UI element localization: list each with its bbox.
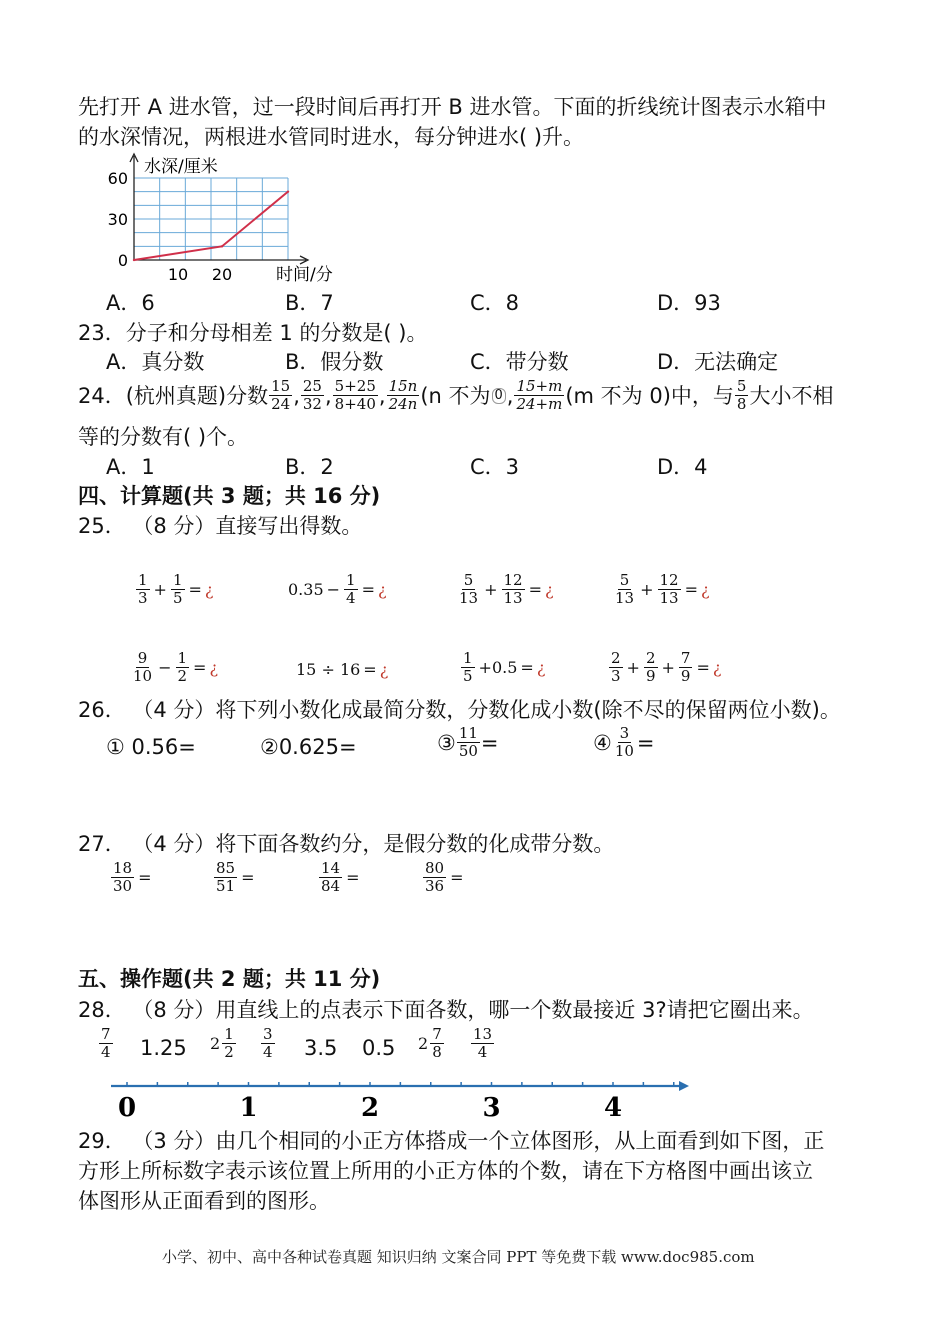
- q22-option-a: A．6: [106, 291, 155, 315]
- q27-item-2: $\frac{85}{51}$ =: [216, 859, 255, 895]
- number-line-label: 2: [360, 1093, 380, 1123]
- q25-expr-g: $\frac{1}{5}$ +0.5 = ¿: [463, 649, 546, 685]
- q22-stem-line1: 先打开 A 进水管，过一段时间后再打开 B 进水管。下面的折线统计图表示水箱中: [78, 95, 827, 119]
- q22-option-c: C．8: [470, 291, 520, 315]
- number-line-label: 0: [117, 1093, 137, 1123]
- q24-tail: 大小不相: [749, 383, 834, 408]
- q26-item-1: ① 0.56=: [106, 735, 196, 759]
- water-depth-chart: [100, 150, 360, 290]
- q24-mid1: (n 不为: [420, 383, 491, 408]
- chart-ylabel: 水深/厘米: [144, 157, 218, 177]
- number-line-arrow: [679, 1081, 689, 1091]
- q25-expr-a: $\frac{1}{3}$ + $\frac{1}{5}$ = ¿: [138, 571, 214, 607]
- y-tick-label: 30: [107, 210, 128, 229]
- q26-item-4: ④ $\frac{3}{10}$ =: [593, 724, 655, 760]
- q25-expr-e: $\frac{9}{10}$ − $\frac{1}{2}$ = ¿: [133, 649, 219, 685]
- number-line-label: 1: [239, 1093, 258, 1123]
- q23-option-a: A．真分数: [106, 350, 205, 374]
- q24-fraction-1: $\frac{15}{24}$: [271, 377, 291, 413]
- q28-number-5: 3.5: [304, 1036, 338, 1060]
- series-point: [221, 245, 223, 247]
- q28-number-2: 1.25: [140, 1036, 187, 1060]
- q28-number-6: 0.5: [362, 1036, 396, 1060]
- series-point: [287, 190, 289, 192]
- comma: ,: [293, 383, 300, 408]
- q24-fraction-6: $\frac{5}{8}$: [736, 377, 747, 413]
- q27-item-4: $\frac{80}{36}$ =: [425, 859, 464, 895]
- y-tick-label: 60: [107, 169, 128, 188]
- section-4-title: 四、计算题(共 3 题；共 16 分): [78, 484, 381, 508]
- q28-number-1: $\frac{7}{4}$: [101, 1025, 111, 1061]
- q29-stem-line2: 方形上所标数字表示该位置上所用的小正方体的个数，请在下方格图中画出该立: [78, 1159, 813, 1183]
- page-footer: 小学、初中、高中各种试卷真题 知识归纳 文案合同 PPT 等免费下载 www.doc985.com: [162, 1248, 755, 1266]
- q24-option-b: B．2: [285, 455, 334, 479]
- q24-option-c: C．3: [470, 455, 520, 479]
- q25-stem: 25． （8 分）直接写出得数。: [78, 514, 363, 538]
- number-line-label: 4: [603, 1093, 623, 1123]
- q28-number-3: 2 $\frac{1}{2}$: [210, 1025, 234, 1061]
- q28-number-7: 2 $\frac{7}{8}$: [418, 1025, 442, 1061]
- q23-option-d: D．无法确定: [657, 350, 779, 374]
- y-tick-label: 0: [117, 251, 128, 270]
- q24-mid2: (m 不为 0)中，与: [565, 383, 734, 408]
- q29-stem-line1: 29． （3 分）由几个相同的小正方体搭成一个立体图形，从上面看到如下图，正: [78, 1129, 825, 1153]
- q28-number-4: $\frac{3}{4}$: [263, 1025, 273, 1061]
- q24-option-d: D．4: [657, 455, 708, 479]
- x-tick-label: 10: [167, 265, 189, 284]
- q22-option-d: D．93: [657, 291, 721, 315]
- q26-stem: 26． （4 分）将下列小数化成最简分数，分数化成小数(除不尽的保留两位小数)。: [78, 698, 841, 722]
- q27-item-3: $\frac{14}{84}$ =: [321, 859, 360, 895]
- q24-stem-line2: 等的分数有( )个。: [78, 425, 249, 449]
- q24-option-a: A．1: [106, 455, 155, 479]
- q25-expr-b: 0.35 − $\frac{1}{4}$ = ¿: [288, 571, 387, 607]
- q23-option-b: B．假分数: [285, 350, 384, 374]
- q26-item-3: ③ $\frac{11}{50}$ =: [437, 724, 499, 760]
- number-line-label: 3: [482, 1093, 501, 1123]
- q27-item-1: $\frac{18}{30}$ =: [113, 859, 152, 895]
- q24-zero: 0: [492, 388, 506, 404]
- q23-option-c: C．带分数: [470, 350, 569, 374]
- q26-item-2: ②0.625=: [260, 735, 357, 759]
- series-point: [133, 259, 135, 261]
- q29-stem-line3: 体图形从正面看到的图形。: [78, 1189, 330, 1213]
- number-line: [105, 1072, 705, 1124]
- x-tick-label: 20: [211, 265, 233, 284]
- chart-xlabel: 时间/分: [276, 265, 333, 285]
- q24-fraction-3: $\frac{5+25}{8+40}$: [334, 377, 376, 413]
- comma: ,: [324, 383, 332, 408]
- q25-expr-c: $\frac{5}{13}$ + $\frac{12}{13}$ = ¿: [459, 571, 554, 607]
- number-line-ticks: [111, 1081, 689, 1091]
- comma: ,: [506, 383, 514, 408]
- q23-stem: 23．分子和分母相差 1 的分数是( )。: [78, 321, 428, 345]
- q24-fraction-2: $\frac{25}{32}$: [302, 377, 322, 413]
- comma: ,: [378, 383, 386, 408]
- q25-expr-f: 15 ÷ 16 = ¿: [296, 660, 389, 679]
- q22-option-b: B．7: [285, 291, 334, 315]
- q22-stem-line2: 的水深情况，两根进水管同时进水，每分钟进水( )升。: [78, 125, 585, 149]
- q24-fraction-5: $\frac{15+m}{24+m}$: [516, 377, 563, 413]
- q24-stem-line1: [78, 378, 833, 413]
- q25-expr-h: $\frac{2}{3}$ + $\frac{2}{9}$ + $\frac{7}{9}$ = ¿: [611, 649, 722, 685]
- section-5-title: 五、操作题(共 2 题；共 11 分): [78, 967, 381, 991]
- number-line-labels: [118, 1093, 622, 1123]
- q24-fraction-4: $\frac{15n}{24n}$: [388, 377, 418, 413]
- q25-expr-d: $\frac{5}{13}$ + $\frac{12}{13}$ = ¿: [615, 571, 710, 607]
- chart-ticks: [108, 169, 233, 284]
- q28-stem: 28． （8 分）用直线上的点表示下面各数，哪一个数最接近 3?请把它圈出来。: [78, 998, 814, 1022]
- q27-stem: 27． （4 分）将下面各数约分，是假分数的化成带分数。: [78, 832, 615, 856]
- q28-number-8: $\frac{13}{4}$: [473, 1025, 493, 1061]
- q24-prefix: 24．(杭州真题)分数: [78, 383, 269, 408]
